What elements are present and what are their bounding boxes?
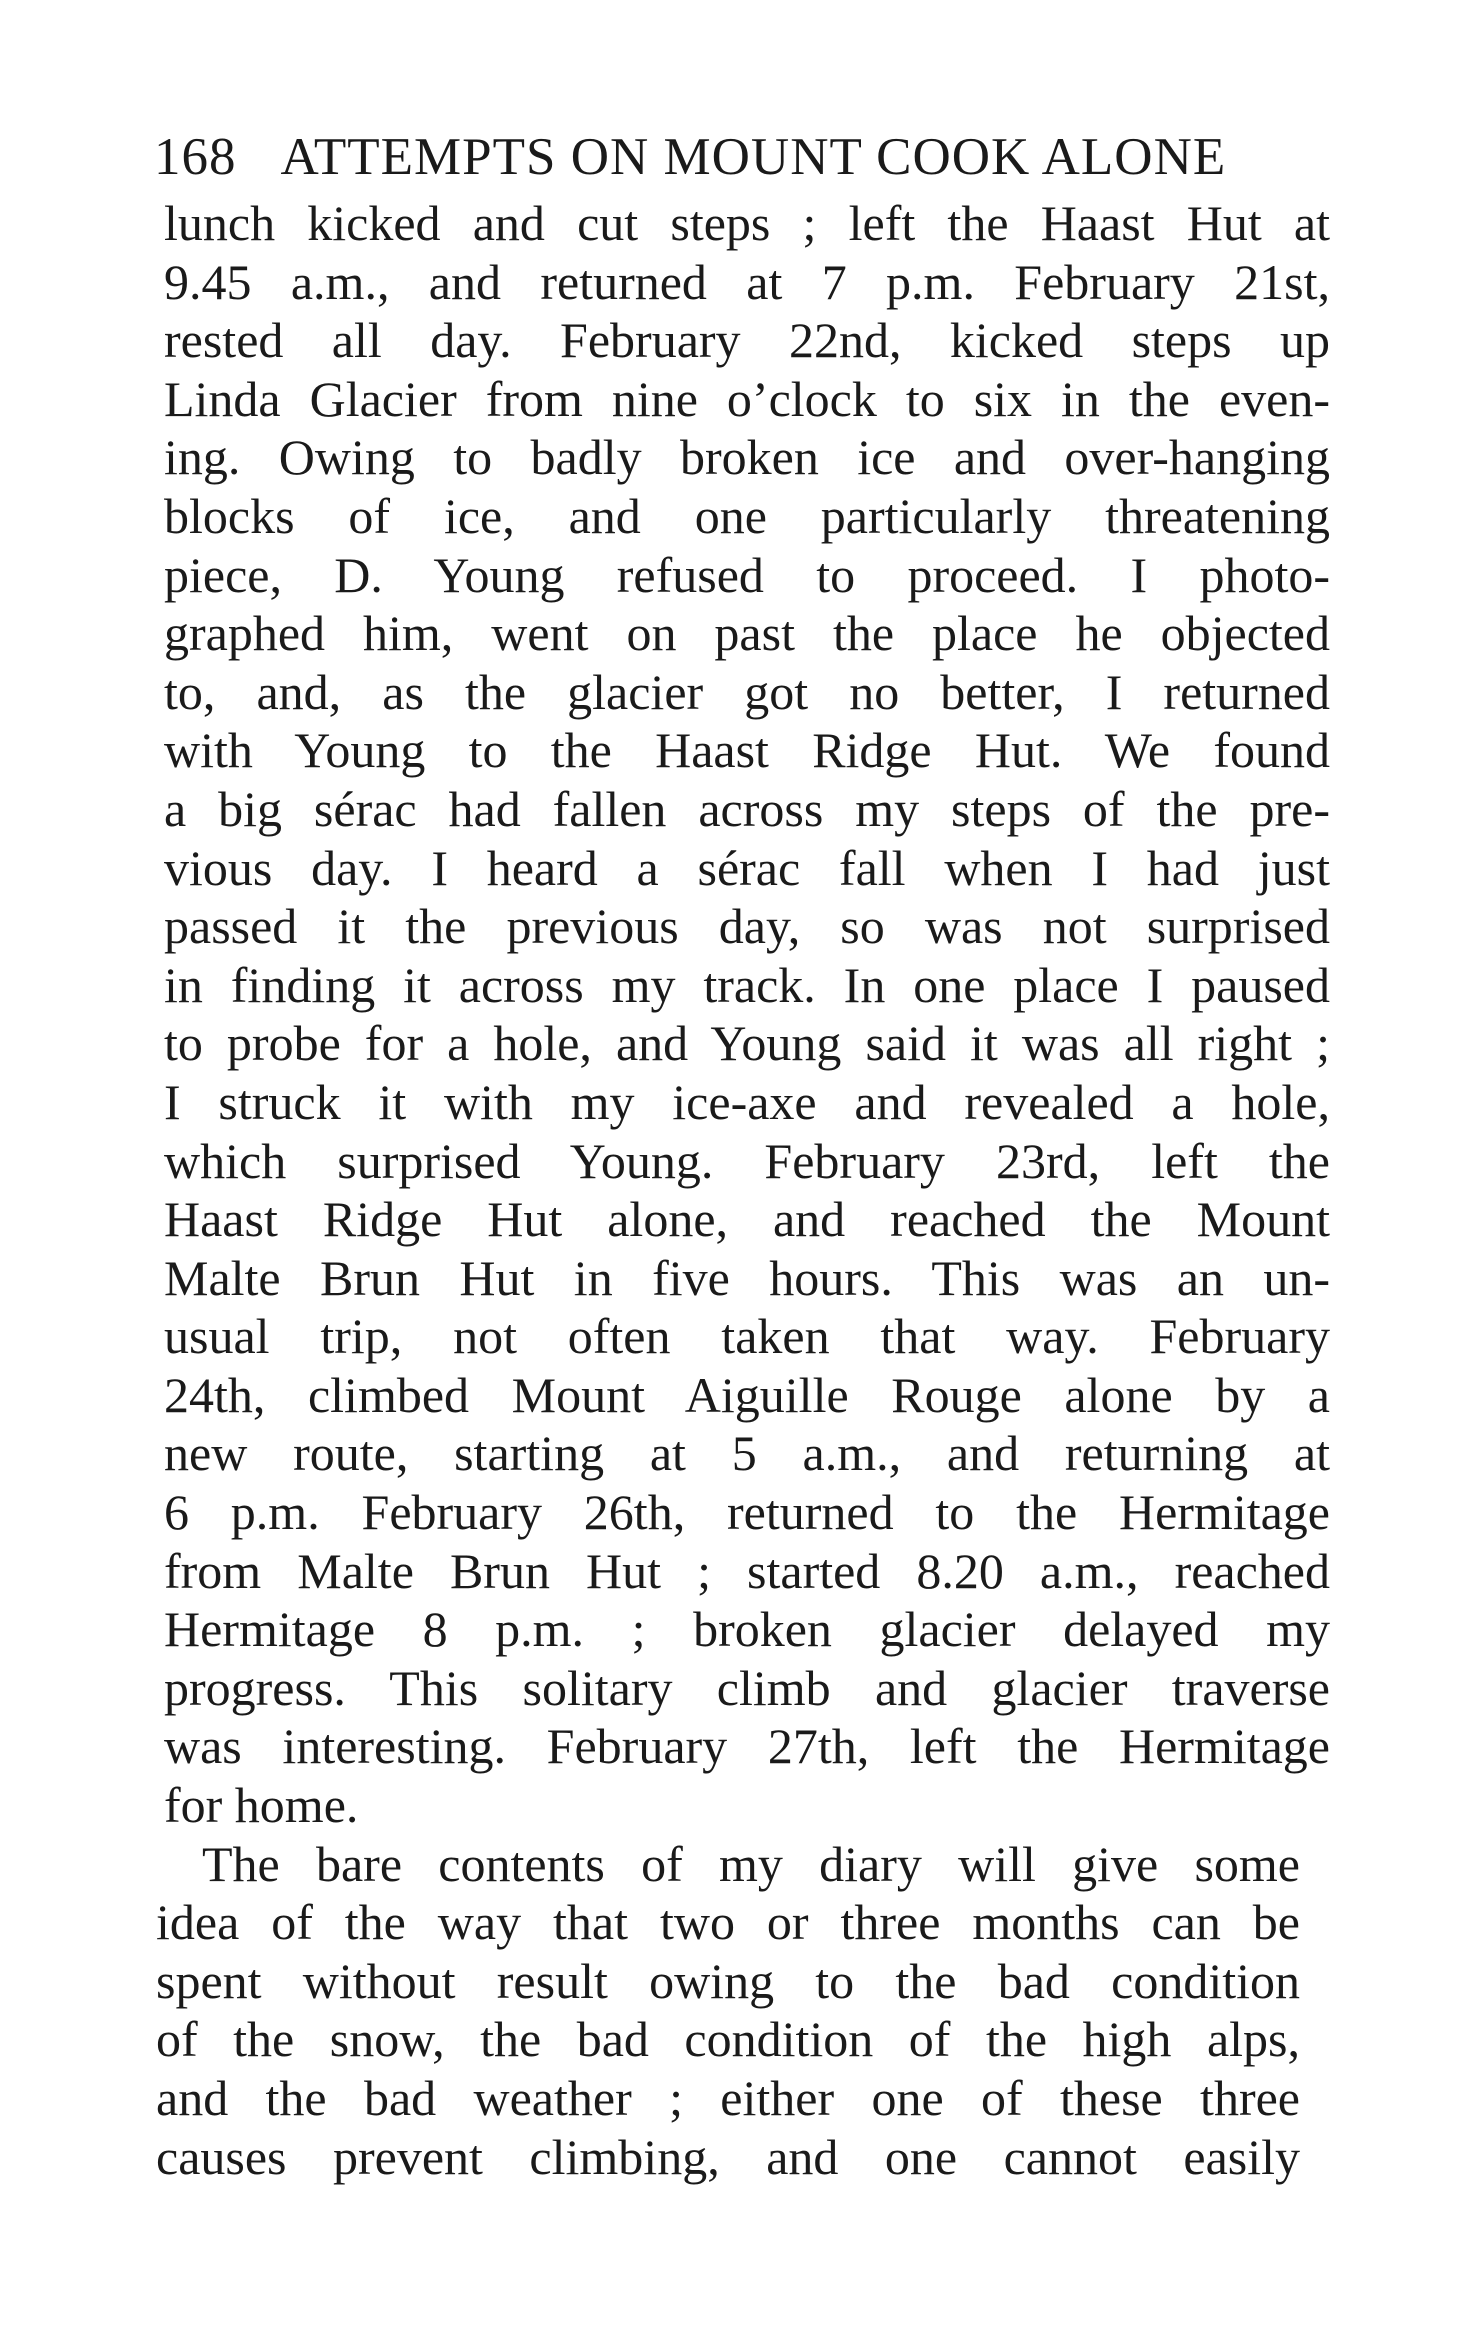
text-line: graphed him, went on past the place he objected [164,605,1330,662]
text-line: from Malte Brun Hut ; started 8.20 a.m., reached [164,1542,1330,1599]
text-line: with Young to the Haast Ridge Hut. We found [164,722,1330,779]
text-line: Haast Ridge Hut alone, and reached the Mount [164,1191,1330,1248]
text-line: 6 p.m. February 26th, returned to the Hermitage [164,1484,1330,1541]
text-line: usual trip, not often taken that way. February [164,1308,1330,1365]
text-line: spent without result owing to the bad condition [156,1952,1300,2009]
text-line: ing. Owing to badly broken ice and over-hanging [164,429,1330,486]
running-title: ATTEMPTS ON MOUNT COOK ALONE [280,128,1227,186]
text-line: was interesting. February 27th, left the Hermitage [164,1718,1330,1775]
text-line: Malte Brun Hut in five hours. This was an un- [164,1249,1330,1306]
text-line: The bare contents of my diary will give some [202,1835,1300,1892]
text-line: to, and, as the glacier got no better, I returned [164,663,1330,720]
text-line: and the bad weather ; either one of these three [156,2070,1300,2126]
paragraph-2 [150,1835,1330,2187]
text-line: Hermitage 8 p.m. ; broken glacier delayed my [164,1601,1330,1658]
text-line: in finding it across my track. In one place I paused [164,956,1330,1013]
text-line: Linda Glacier from nine o’clock to six in the even- [164,370,1330,427]
text-line: vious day. I heard a sérac fall when I had just [164,839,1330,896]
text-line: I struck it with my ice-axe and revealed a hole, [164,1073,1330,1130]
text-line: blocks of ice, and one particularly threatening [164,487,1330,544]
text-line: piece, D. Young refused to proceed. I photo- [164,546,1330,603]
text-line: a big sérac had fallen across my steps of the pre- [164,780,1330,837]
text-line: 9.45 a.m., and returned at 7 p.m. February 21st, [164,253,1330,310]
page-number: 168 [154,128,237,186]
text-line: new route, starting at 5 a.m., and returning at [164,1425,1330,1482]
text-line: idea of the way that two or three months can be [156,1894,1300,1951]
text-line: causes prevent climbing, and one cannot easily [156,2128,1300,2185]
text-line: rested all day. February 22nd, kicked steps up [164,312,1330,369]
text-line: progress. This solitary climb and glacier traverse [164,1659,1330,1716]
text-line: which surprised Young. February 23rd, left the [164,1132,1330,1189]
text-line: lunch kicked and cut steps ; left the Haast Hut at [164,195,1330,251]
paragraph-1 [150,194,1330,1835]
text-line: passed it the previous day, so was not surprised [164,898,1330,955]
text-line: 24th, climbed Mount Aiguille Rouge alone by a [164,1366,1330,1423]
text-line: for home. [164,1777,359,1834]
running-head [150,122,1330,194]
text-line: to probe for a hole, and Young said it was all right ; [164,1015,1330,1072]
book-page [150,122,1330,2186]
text-line: of the snow, the bad condition of the high alps, [156,2011,1300,2068]
